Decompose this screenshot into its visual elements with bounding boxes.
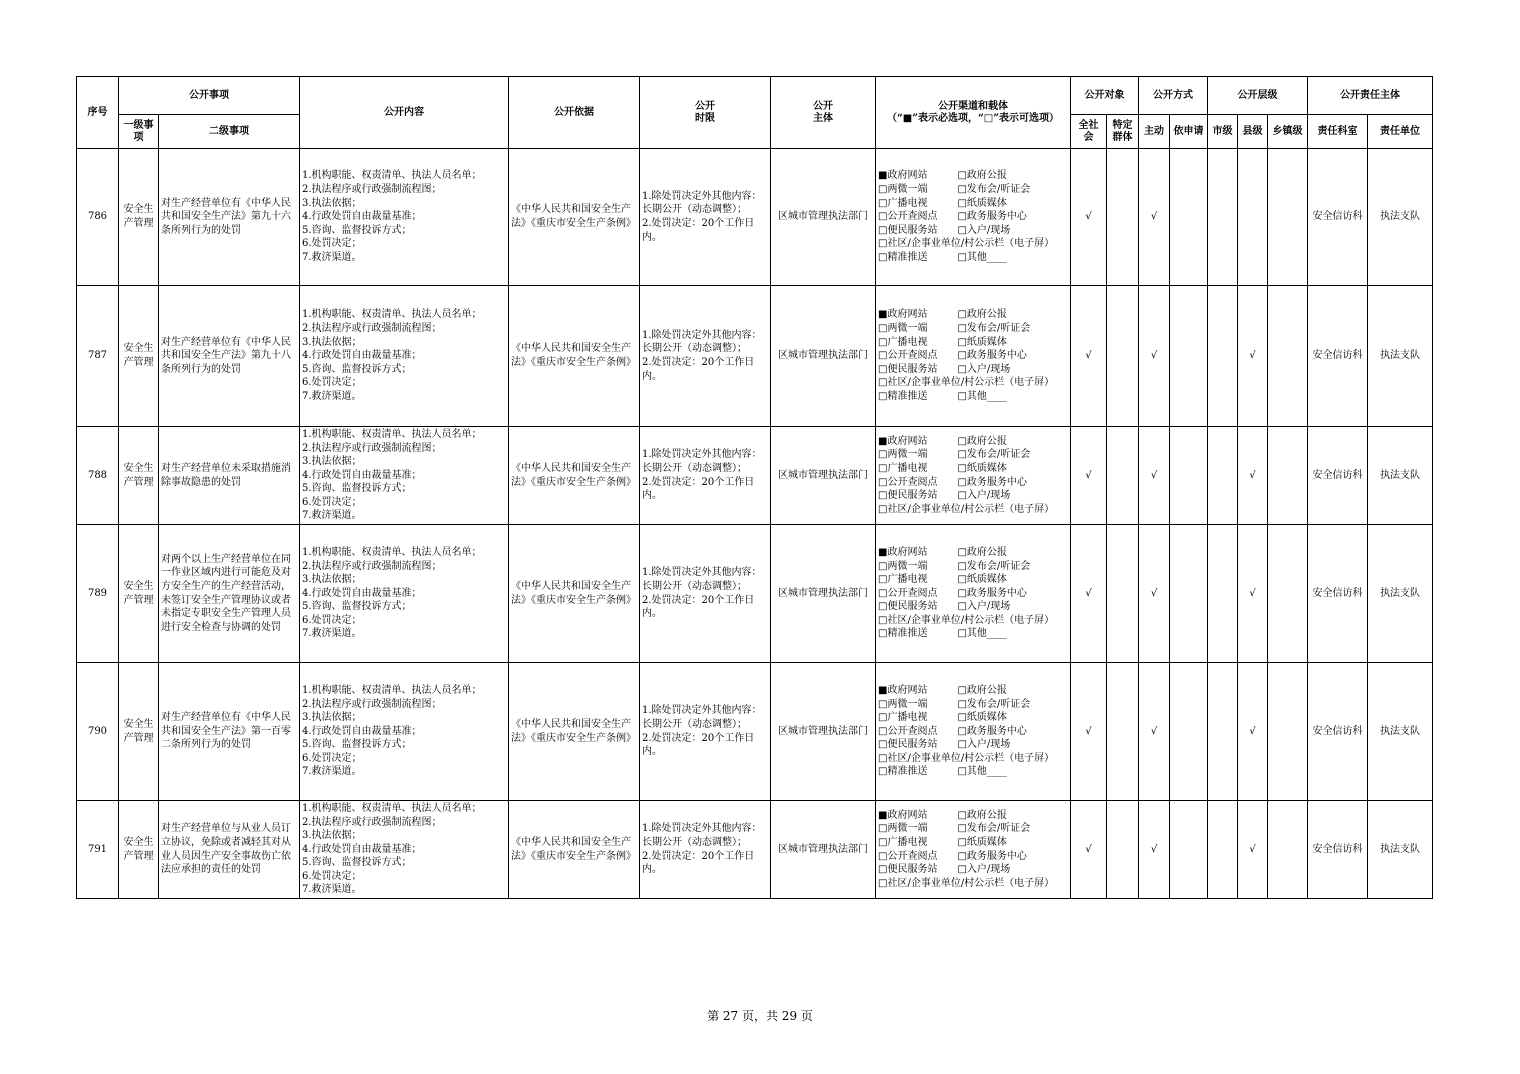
row-target-all: √ [1071, 801, 1107, 899]
row-target-specific [1107, 525, 1139, 663]
header-time-limit: 公开 时限 [640, 77, 771, 149]
row-time-limit: 1.除处罚决定外其他内容：长期公开（动态调整）； 2.处罚决定：20个工作日内。 [640, 427, 771, 525]
header-items: 公开事项 [119, 77, 300, 115]
row-resp-dept: 安全信访科 [1308, 149, 1368, 286]
row-level-county: √ [1238, 286, 1268, 427]
header-level-town: 乡镇级 [1268, 115, 1308, 149]
row-level2: 对生产经营单位有《中华人民共和国安全生产法》第九十八条所列行为的处罚 [159, 286, 300, 427]
row-target-specific [1107, 427, 1139, 525]
row-target-all: √ [1071, 149, 1107, 286]
table-row [77, 286, 1433, 427]
row-resp-unit: 执法支队 [1368, 663, 1433, 801]
header-resp-dept: 责任科室 [1308, 115, 1368, 149]
table-row [77, 149, 1433, 286]
row-no: 790 [77, 663, 119, 801]
table-row [77, 663, 1433, 801]
table-body [77, 149, 1433, 899]
header-seq: 序号 [77, 77, 119, 149]
row-subject: 区城市管理执法部门 [771, 525, 876, 663]
row-content: 1.机构职能、权责清单、执法人员名单； 2.执法程序或行政强制流程图； 3.执法依据； 4.行政处罚自由裁量基准； 5.咨询、监督投诉方式； 6.处罚决定； 7.救济渠道。 [300, 801, 509, 899]
header-target-specific: 特定 群体 [1107, 115, 1139, 149]
row-no: 787 [77, 286, 119, 427]
row-level-town [1268, 149, 1308, 286]
header-level-city: 市级 [1208, 115, 1238, 149]
row-content: 1.机构职能、权责清单、执法人员名单； 2.执法程序或行政强制流程图； 3.执法依据； 4.行政处罚自由裁量基准； 5.咨询、监督投诉方式； 6.处罚决定； 7.救济渠道。 [300, 427, 509, 525]
header-level-county: 县级 [1238, 115, 1268, 149]
row-channels: ■政府网站 □政府公报 □两微一端 □发布会/听证会 □广播电视 □纸质媒体 □公开查阅点 □政务服务中心 □便民服务站 □入户/现场 □社区/企事业单位/村公示栏（电子屏） [876, 801, 1071, 899]
page-footer: 第 27 页，共 29 页 [707, 1009, 813, 1023]
row-level1: 安全生产管理 [119, 525, 159, 663]
row-channels: ■政府网站 □政府公报 □两微一端 □发布会/听证会 □广播电视 □纸质媒体 □公开查阅点 □政务服务中心 □便民服务站 □入户/现场 □社区/企事业单位/村公示栏（电子屏） □精准推送 □其他____ [876, 149, 1071, 286]
row-level1: 安全生产管理 [119, 149, 159, 286]
row-content: 1.机构职能、权责清单、执法人员名单； 2.执法程序或行政强制流程图； 3.执法依据； 4.行政处罚自由裁量基准； 5.咨询、监督投诉方式； 6.处罚决定； 7.救济渠道。 [300, 525, 509, 663]
header-method-apply: 依申请 [1170, 115, 1208, 149]
row-target-specific [1107, 286, 1139, 427]
row-method-active: √ [1139, 525, 1170, 663]
row-method-apply [1170, 427, 1208, 525]
header-target-all: 全社 会 [1071, 115, 1107, 149]
row-no: 791 [77, 801, 119, 899]
row-level-county: √ [1238, 801, 1268, 899]
row-target-specific [1107, 801, 1139, 899]
row-target-all: √ [1071, 427, 1107, 525]
header-level1: 一级事项 [119, 115, 159, 149]
row-method-active: √ [1139, 286, 1170, 427]
row-level-city [1208, 525, 1238, 663]
row-time-limit: 1.除处罚决定外其他内容：长期公开（动态调整）； 2.处罚决定：20个工作日内。 [640, 286, 771, 427]
row-resp-dept: 安全信访科 [1308, 427, 1368, 525]
row-resp-unit: 执法支队 [1368, 525, 1433, 663]
row-method-active: √ [1139, 149, 1170, 286]
row-resp-unit: 执法支队 [1368, 149, 1433, 286]
row-method-apply [1170, 286, 1208, 427]
header-subject: 公开 主体 [771, 77, 876, 149]
header-content: 公开内容 [300, 77, 509, 149]
row-level2: 对两个以上生产经营单位在同一作业区域内进行可能危及对方安全生产的生产经营活动，未签订安全生产管理协议或者未指定专职安全生产管理人员进行安全检查与协调的处罚 [159, 525, 300, 663]
row-channels: ■政府网站 □政府公报 □两微一端 □发布会/听证会 □广播电视 □纸质媒体 □公开查阅点 □政务服务中心 □便民服务站 □入户/现场 □社区/企事业单位/村公示栏（电子屏） □精准推送 □其他____ [876, 286, 1071, 427]
header-channels-note: （“■”表示必选项，“□”表示可选项） [887, 112, 1059, 124]
disclosure-table [76, 76, 1433, 899]
row-method-apply [1170, 149, 1208, 286]
row-basis: 《中华人民共和国安全生产法》《重庆市安全生产条例》 [509, 149, 640, 286]
row-content: 1.机构职能、权责清单、执法人员名单； 2.执法程序或行政强制流程图； 3.执法依据； 4.行政处罚自由裁量基准； 5.咨询、监督投诉方式； 6.处罚决定； 7.救济渠道。 [300, 663, 509, 801]
row-level1: 安全生产管理 [119, 801, 159, 899]
row-no: 788 [77, 427, 119, 525]
header-target: 公开对象 [1071, 77, 1139, 115]
table-row [77, 801, 1433, 899]
row-subject: 区城市管理执法部门 [771, 149, 876, 286]
row-resp-dept: 安全信访科 [1308, 663, 1368, 801]
row-level2: 对生产经营单位有《中华人民共和国安全生产法》第一百零二条所列行为的处罚 [159, 663, 300, 801]
row-level-city [1208, 286, 1238, 427]
header-basis: 公开依据 [509, 77, 640, 149]
row-time-limit: 1.除处罚决定外其他内容：长期公开（动态调整）； 2.处罚决定：20个工作日内。 [640, 525, 771, 663]
row-channels: ■政府网站 □政府公报 □两微一端 □发布会/听证会 □广播电视 □纸质媒体 □公开查阅点 □政务服务中心 □便民服务站 □入户/现场 □社区/企事业单位/村公示栏（电子屏） □精准推送 □其他____ [876, 525, 1071, 663]
row-resp-unit: 执法支队 [1368, 801, 1433, 899]
row-level-town [1268, 801, 1308, 899]
row-level1: 安全生产管理 [119, 427, 159, 525]
row-method-active: √ [1139, 663, 1170, 801]
row-resp-unit: 执法支队 [1368, 427, 1433, 525]
row-level-city [1208, 801, 1238, 899]
row-method-active: √ [1139, 801, 1170, 899]
row-level-county: √ [1238, 427, 1268, 525]
header-level: 公开层级 [1208, 77, 1308, 115]
row-level-town [1268, 427, 1308, 525]
row-basis: 《中华人民共和国安全生产法》《重庆市安全生产条例》 [509, 286, 640, 427]
row-target-specific [1107, 149, 1139, 286]
row-method-active: √ [1139, 427, 1170, 525]
row-resp-dept: 安全信访科 [1308, 286, 1368, 427]
row-level2: 对生产经营单位未采取措施消除事故隐患的处罚 [159, 427, 300, 525]
row-target-all: √ [1071, 525, 1107, 663]
row-time-limit: 1.除处罚决定外其他内容：长期公开（动态调整）； 2.处罚决定：20个工作日内。 [640, 663, 771, 801]
row-resp-dept: 安全信访科 [1308, 801, 1368, 899]
row-level1: 安全生产管理 [119, 286, 159, 427]
row-target-specific [1107, 663, 1139, 801]
header-method: 公开方式 [1139, 77, 1208, 115]
table-row [77, 525, 1433, 663]
row-basis: 《中华人民共和国安全生产法》《重庆市安全生产条例》 [509, 801, 640, 899]
table-row [77, 427, 1433, 525]
row-subject: 区城市管理执法部门 [771, 286, 876, 427]
row-no: 789 [77, 525, 119, 663]
row-basis: 《中华人民共和国安全生产法》《重庆市安全生产条例》 [509, 427, 640, 525]
row-resp-unit: 执法支队 [1368, 286, 1433, 427]
row-level-town [1268, 525, 1308, 663]
row-subject: 区城市管理执法部门 [771, 663, 876, 801]
row-channels: ■政府网站 □政府公报 □两微一端 □发布会/听证会 □广播电视 □纸质媒体 □公开查阅点 □政务服务中心 □便民服务站 □入户/现场 □社区/企事业单位/村公示栏（电子屏） □精准推送 □其他____ [876, 663, 1071, 801]
row-level-city [1208, 663, 1238, 801]
row-level2: 对生产经营单位与从业人员订立协议，免除或者减轻其对从业人员因生产安全事故伤亡依法应承担的责任的处罚 [159, 801, 300, 899]
row-level-county [1238, 149, 1268, 286]
header-resp-unit: 责任单位 [1368, 115, 1433, 149]
row-level1: 安全生产管理 [119, 663, 159, 801]
header-resp: 公开责任主体 [1308, 77, 1433, 115]
row-basis: 《中华人民共和国安全生产法》《重庆市安全生产条例》 [509, 663, 640, 801]
row-time-limit: 1.除处罚决定外其他内容：长期公开（动态调整）； 2.处罚决定：20个工作日内。 [640, 801, 771, 899]
header-channels-title: 公开渠道和载体 [938, 100, 1008, 112]
row-level-town [1268, 286, 1308, 427]
row-method-apply [1170, 801, 1208, 899]
row-content: 1.机构职能、权责清单、执法人员名单； 2.执法程序或行政强制流程图； 3.执法依据； 4.行政处罚自由裁量基准； 5.咨询、监督投诉方式； 6.处罚决定； 7.救济渠道。 [300, 149, 509, 286]
row-subject: 区城市管理执法部门 [771, 801, 876, 899]
row-level-county: √ [1238, 663, 1268, 801]
row-resp-dept: 安全信访科 [1308, 525, 1368, 663]
row-method-apply [1170, 663, 1208, 801]
row-subject: 区城市管理执法部门 [771, 427, 876, 525]
row-method-apply [1170, 525, 1208, 663]
row-time-limit: 1.除处罚决定外其他内容：长期公开（动态调整）； 2.处罚决定：20个工作日内。 [640, 149, 771, 286]
header-level2: 二级事项 [159, 115, 300, 149]
row-level-city [1208, 427, 1238, 525]
header-method-active: 主动 [1139, 115, 1170, 149]
row-level-county: √ [1238, 525, 1268, 663]
row-level2: 对生产经营单位有《中华人民共和国安全生产法》第九十六条所列行为的处罚 [159, 149, 300, 286]
row-basis: 《中华人民共和国安全生产法》《重庆市安全生产条例》 [509, 525, 640, 663]
row-level-city [1208, 149, 1238, 286]
row-level-town [1268, 663, 1308, 801]
row-content: 1.机构职能、权责清单、执法人员名单； 2.执法程序或行政强制流程图； 3.执法依据； 4.行政处罚自由裁量基准； 5.咨询、监督投诉方式； 6.处罚决定； 7.救济渠道。 [300, 286, 509, 427]
row-target-all: √ [1071, 286, 1107, 427]
row-target-all: √ [1071, 663, 1107, 801]
row-no: 786 [77, 149, 119, 286]
header-channels [876, 77, 1071, 149]
table-header [77, 77, 1433, 149]
row-channels: ■政府网站 □政府公报 □两微一端 □发布会/听证会 □广播电视 □纸质媒体 □公开查阅点 □政务服务中心 □便民服务站 □入户/现场 □社区/企事业单位/村公示栏（电子屏） [876, 427, 1071, 525]
